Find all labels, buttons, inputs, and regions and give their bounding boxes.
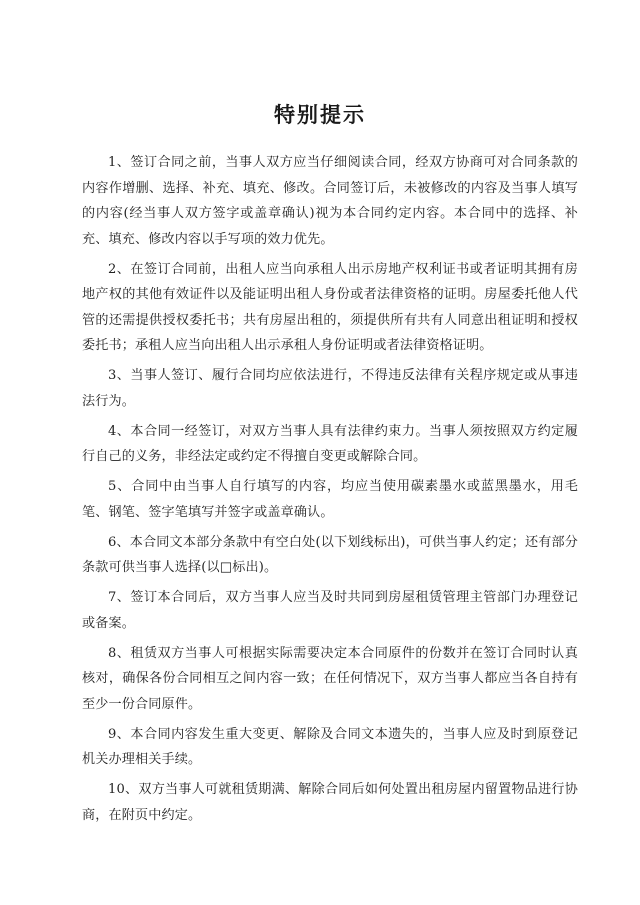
clause-5: 5、合同中由当事人自行填写的内容，均应当使用碳素墨水或蓝黑墨水，用毛笔、钢笔、签字笔填写并签字或盖章确认。 <box>82 479 578 520</box>
clause-8: 8、租赁双方当事人可根据实际需要决定本合同原件的份数并在签订合同时认真核对，确保各份合同相互之间内容一致；在任何情况下，双方当事人都应当各自持有至少一份合同原件。 <box>82 645 578 712</box>
clause-2: 2、在签订合同前，出租人应当向承租人出示房地产权利证书或者证明其拥有房地产权的其他有效证件以及能证明出租人身份或者法律资格的证明。房屋委托他人代管的还需提供授权委托书；共有房屋出租的，须提供所有共有人同意出租证明和授权委托书；承租人应当向出租人出示承租人身份证明或者法律资格证明。 <box>82 261 578 353</box>
clause-10: 10、双方当事人可就租赁期满、解除合同后如何处置出租房屋内留置物品进行协商，在附页中约定。 <box>82 782 578 823</box>
clause-list <box>82 150 578 828</box>
clause-4: 4、本合同一经签订，对双方当事人具有法律约束力。当事人须按照双方约定履行自己的义务，非经法定或约定不得擅自变更或解除合同。 <box>82 423 578 464</box>
clause-1: 1、签订合同之前，当事人双方应当仔细阅读合同，经双方协商可对合同条款的内容作增删、选择、补充、填充、修改。合同签订后，未被修改的内容及当事人填写的内容(经当事人双方签字或盖章确认)视为本合同约定内容。本合同中的选择、补充、填充、修改内容以手写项的效力优先。 <box>82 155 578 247</box>
page-title: 特别提示 <box>274 103 366 127</box>
clause-3: 3、当事人签订、履行合同均应依法进行，不得违反法律有关程序规定或从事违法行为。 <box>82 368 578 409</box>
clause-7: 7、签订本合同后，双方当事人应当及时共同到房屋租赁管理主管部门办理登记或备案。 <box>82 590 578 631</box>
clause-6: 6、本合同文本部分条款中有空白处(以下划线标出)，可供当事人约定；还有部分条款可供当事人选择(以□标出)。 <box>82 534 578 575</box>
clause-9: 9、本合同内容发生重大变更、解除及合同文本遗失的，当事人应及时到原登记机关办理相关手续。 <box>82 726 578 767</box>
